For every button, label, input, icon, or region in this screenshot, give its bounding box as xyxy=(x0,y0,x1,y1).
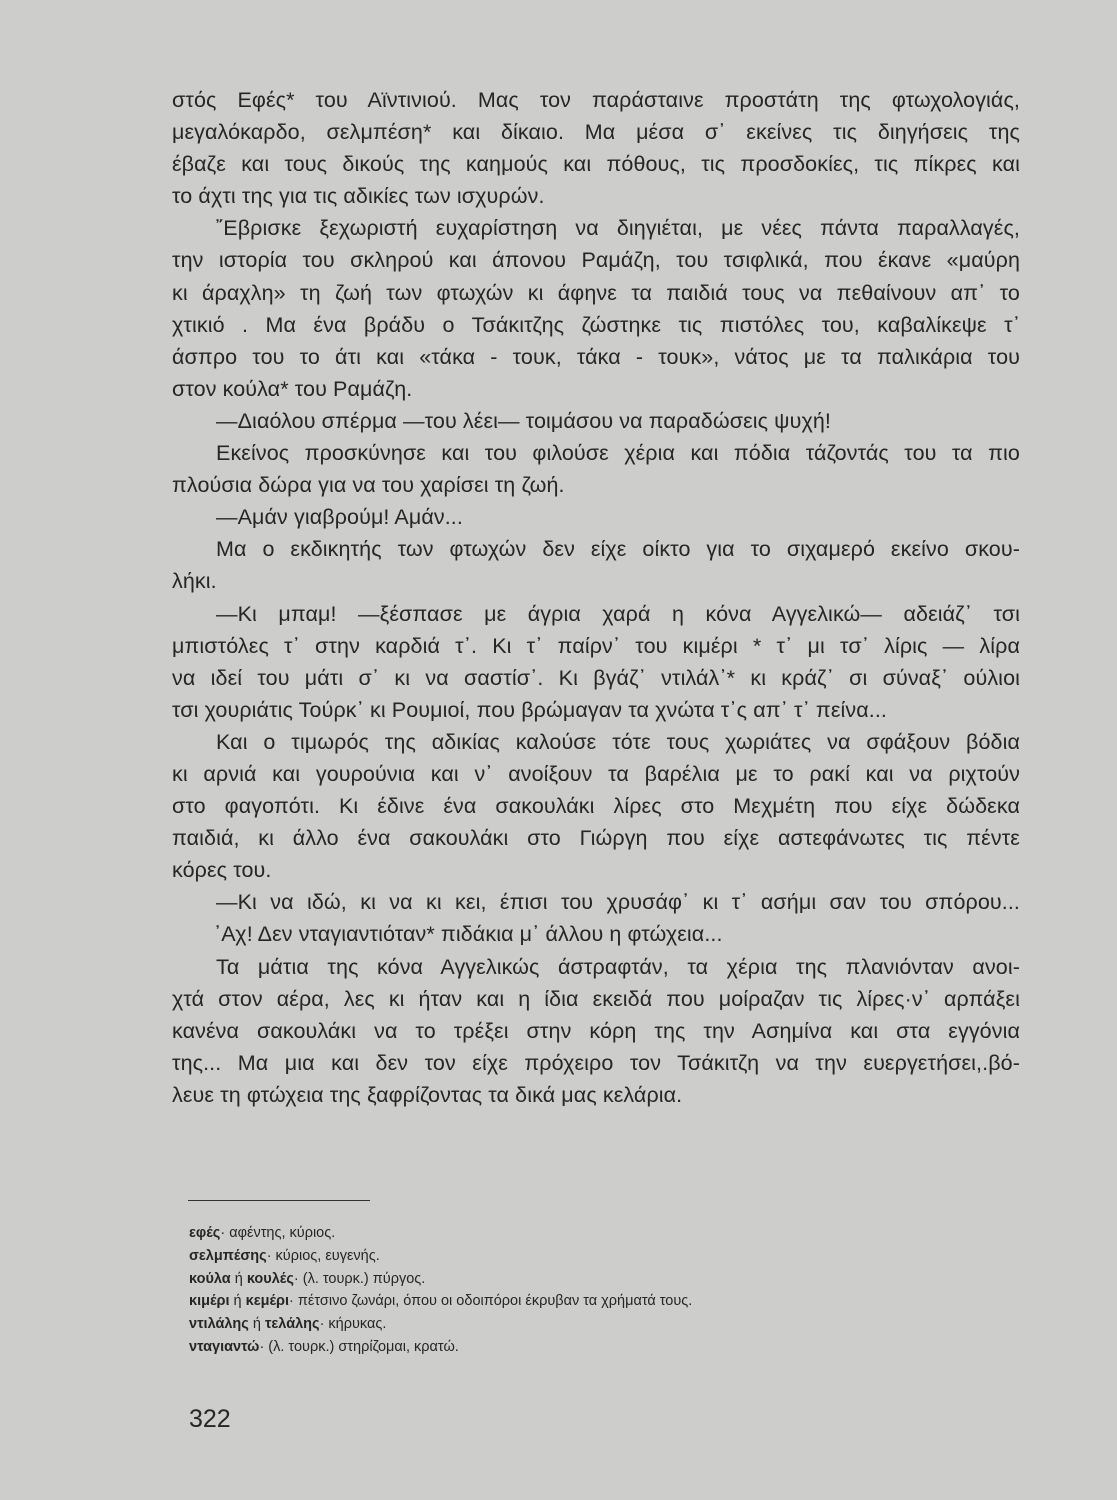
footnote-definition: · κύριος, ευγενής. xyxy=(266,1247,380,1264)
footnote xyxy=(189,1268,692,1291)
footnote-term: κουλές xyxy=(246,1270,294,1287)
body-text xyxy=(172,84,1020,1111)
text-line: να ιδεί του μάτι σ᾽ κι να σαστίσ᾽. Κι βγάζ᾽ ντιλάλ᾽* κι κράζ᾽ σι σύναξ᾽ ούλιοι xyxy=(172,665,1020,690)
footnote-definition: · (λ. τουρκ.) πύργος. xyxy=(293,1270,426,1287)
footnote xyxy=(189,1336,692,1359)
text-line: μεγαλόκαρδο, σελμπέση* και δίκαιο. Μα μέσα σ᾽ εκείνες τις διηγήσεις της xyxy=(172,120,1020,145)
text-line: Τα μάτια της κόνα Αγγελικώς άστραφτάν, τα χέρια της πλανιόνταν ανοι- xyxy=(216,954,1020,979)
footnote-term: σελμπέσης xyxy=(189,1247,267,1264)
text-line: στο φαγοπότι. Κι έδινε ένα σακουλάκι λίρες στο Μεχμέτη που είχε δώδεκα xyxy=(172,794,1020,819)
text-line: στός Εφές* του Αϊντινιού. Μας τον παράσταινε προστάτη της φτωχολογιάς, xyxy=(172,88,1020,112)
footnote-definition: · (λ. τουρκ.) στηρίζομαι, κρατώ. xyxy=(259,1338,459,1355)
text-line: —Κι να ιδώ, κι να κι κει, έπισι του χρυσάφ᾽ κι τ᾽ ασήμι σαν του σπόρου... xyxy=(216,890,1020,915)
text-line: λήκι. xyxy=(172,569,217,594)
text-line: της... Μα μια και δεν τον είχε πρόχειρο τον Τσάκιτζη να την ευεργετήσει,.βό- xyxy=(172,1050,1020,1075)
footnote-divider xyxy=(188,1200,370,1201)
text-line: άσπρο του το άτι και «τάκα - τουκ, τάκα - τουκ», νάτος με τα παλικάρια του xyxy=(172,344,1020,369)
footnote-term: κεμέρι xyxy=(245,1293,290,1310)
footnote-term: κούλα xyxy=(189,1270,231,1287)
footnote xyxy=(189,1245,692,1268)
text-line: στον κούλα* του Ραμάζη. xyxy=(172,376,413,401)
footnote-term: ντιλάλης xyxy=(189,1316,249,1333)
footnote-definition: · πέτσινο ζωνάρι, όπου οι οδοιπόροι έκρυβαν τα χρήματά τους. xyxy=(289,1293,693,1310)
text-line: —Διαόλου σπέρμα —του λέει— τοιμάσου να παραδώσεις ψυχή! xyxy=(216,408,831,433)
footnote-term: νταγιαντώ xyxy=(189,1338,260,1355)
text-line: παιδιά, κι άλλο ένα σακουλάκι στο Γιώργη που είχε αστεφάνωτες τις πέντε xyxy=(172,826,1020,851)
text-line: την ιστορία του σκληρού και άπονου Ραμάζη, του τσιφλικά, που έκανε «μαύρη xyxy=(172,248,1020,273)
footnote-definition: ή xyxy=(229,1293,246,1310)
text-line: λευε τη φτώχεια της ξαφρίζοντας τα δικά μας κελάρια. xyxy=(172,1082,683,1107)
page-number: 322 xyxy=(189,1405,231,1433)
text-line: Μα ο εκδικητής των φτωχών δεν είχε οίκτο για το σιχαμερό εκείνο σκου- xyxy=(216,537,1020,562)
text-line: κόρες του. xyxy=(172,858,272,883)
footnote-definition: ή xyxy=(230,1270,247,1287)
text-line: —Κι μπαμ! —ξέσπασε με άγρια χαρά η κόνα Αγγελικώ— αδειάζ᾽ τσι xyxy=(216,601,1020,626)
text-line: ῎Εβρισκε ξεχωριστή ευχαρίστηση να διηγιέται, με νέες πάντα παραλλαγές, xyxy=(216,216,1020,241)
text-line: χτά στον αέρα, λες κι ήταν και η ίδια εκειδά που μοίραζαν τις λίρες·ν᾽ αρπάξει xyxy=(172,986,1020,1011)
footnote-term: εφές xyxy=(189,1225,221,1241)
footnote-definition: ή xyxy=(248,1316,265,1333)
footnote-term: τελάλης xyxy=(264,1316,320,1333)
text-line: Και ο τιμωρός της αδικίας καλούσε τότε τους χωριάτες να σφάξουν βόδια xyxy=(216,729,1020,754)
text-line: —Αμάν γιαβρούμ! Αμάν... xyxy=(216,505,463,530)
text-line: ᾽Αχ! Δεν νταγιαντιόταν* πιδάκια μ᾽ άλλου η φτώχεια... xyxy=(214,922,723,947)
text-line: κι άραχλη» τη ζωή των φτωχών κι άφηνε τα παιδιά τους να πεθαίνουν απ᾽ το xyxy=(172,280,1020,305)
text-line: χτικιό . Μα ένα βράδυ ο Τσάκιτζης ζώστηκε τις πιστόλες του, καβαλίκεψε τ᾽ xyxy=(172,312,1020,337)
text-line: έβαζε και τους δικούς της καημούς και πόθους, τις προσδοκίες, τις πίκρες και xyxy=(172,152,1020,177)
footnote xyxy=(189,1290,692,1313)
footnote-term: κιμέρι xyxy=(189,1293,230,1310)
footnote-definition: · αφέντης, κύριος. xyxy=(220,1225,336,1241)
text-line: το άχτι της για τις αδικίες των ισχυρών. xyxy=(172,184,545,209)
text-line: Εκείνος προσκύνησε και του φιλούσε χέρια και πόδια τάζοντάς του τα πιο xyxy=(216,441,1020,466)
text-line: μπιστόλες τ᾽ στην καρδιά τ᾽. Κι τ᾽ παίρν᾽ του κιμέρι * τ᾽ μι τσ᾽ λίρις — λίρα xyxy=(172,633,1020,658)
footnote-definition: · κήρυκας. xyxy=(319,1316,387,1333)
text-line: πλούσια δώρα για να του χαρίσει τη ζωή. xyxy=(172,473,565,498)
text-line: τσι χουριάτις Τούρκ᾽ κι Ρουμιοί, που βρώμαγαν τα χνώτα τ᾽ς απ᾽ τ᾽ πείνα... xyxy=(172,697,888,722)
footnote xyxy=(189,1313,692,1336)
footnotes xyxy=(189,1222,692,1359)
text-line: κι αρνιά και γουρούνια και ν᾽ ανοίξουν τα βαρέλια με το ρακί και να ριχτούν xyxy=(172,761,1020,786)
text-line: κανένα σακουλάκι να το τρέξει στην κόρη της την Ασημίνα και στα εγγόνια xyxy=(172,1018,1020,1043)
footnote xyxy=(189,1222,692,1245)
